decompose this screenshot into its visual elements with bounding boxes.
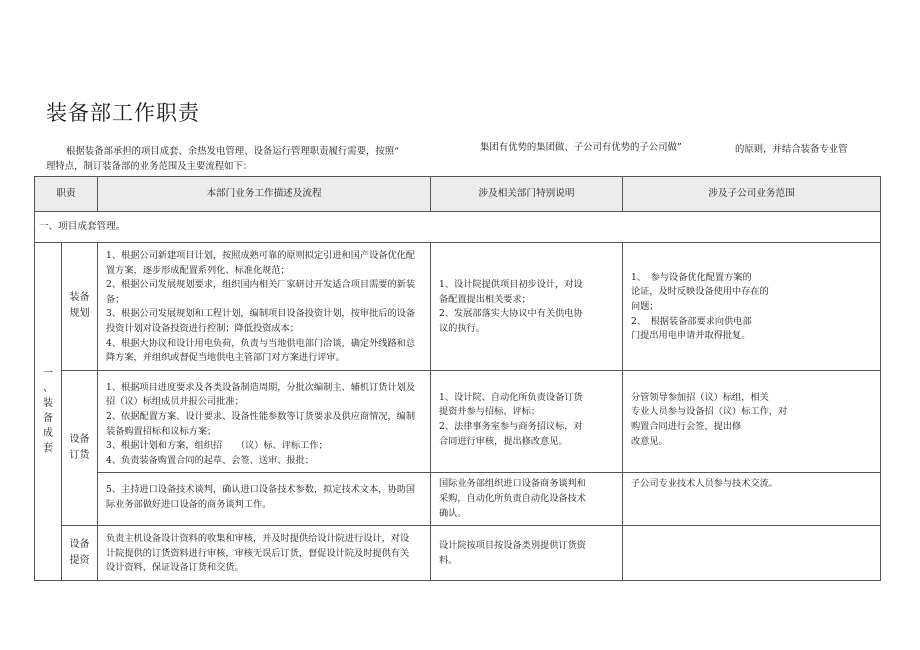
- sub-category-equipment-data: 设备 提资: [62, 526, 98, 581]
- intro-text-1: 根据装备部承担的项目成套、余热发电管理、设备运行管理职责履行需要，按照“: [66, 146, 399, 157]
- sub-category-equipment-ordering: 设备 订货: [62, 370, 98, 525]
- table-row: [35, 473, 881, 526]
- intro-text-3: 的原则，并结合装备专业管: [735, 144, 848, 155]
- header-related-dept: 涉及相关部门特别说明: [431, 177, 623, 212]
- description-cell: 1、根据项目进度要求及各类设备制造周期，分批次编制主、辅机订货计划及 招（议）标组成员并报公司批准； 2、依据配置方案、设计要求、设备性能参数等订货要求及供应商情况，编制 装备购置招标和议标方案； 3、根据计划和方案，组织招 （议）标、评标工作； 4、负责装备购置合同的起草、会签、送审、报批；: [98, 370, 431, 473]
- subsidiary-scope-cell: 分管领导参加招（议）标组，相关 专业人员参与设备招（议）标工作，对 购置合同进行会签，提出修 改意见。: [623, 370, 881, 473]
- related-dept-cell: 国际业务部组织进口设备商务谈判和 采购，自动化所负责自动化设备技术 确认。: [431, 473, 623, 526]
- table-row: [35, 526, 881, 581]
- description-cell: 1、根据公司新建项目计划，按照成熟可靠的原则拟定引进和国产设备优化配 置方案，逐步形成配置系列化、标准化规范； 2、根据公司发展规划要求，组织国内相关厂家研讨开发适合项目需要的新装 备； 3、根据公司发展规划和工程计划，编制项目设备投资计划，按审批后的设备 投资计划对设备投资进行控制；降低投资成本； 4、根据大协议和设计用电负荷，负责与当地供电部门洽谈，确定外线路和总 降方案，并组织或督促当地供电主管部门对方案进行评审。: [98, 243, 431, 371]
- intro-text-line2: 理特点，制订装备部的业务范围及主要流程如下：: [46, 161, 253, 172]
- section-row: [35, 212, 881, 243]
- table-row: [35, 370, 881, 473]
- description-cell: 负责主机设备设计资料的收集和审核，并及时提供给设计院进行设计，对设 计院提供的订货资料进行审核，审核无误后订货，督促设计院及时提供有关 设计资料，保证设备订货和交货。: [98, 526, 431, 581]
- subsidiary-scope-cell: 1、 参与设备优化配置方案的 论证，及时反映设备使用中存在的 问题； 2、 根据装备部要求向供电部 门提出用电申请并取得批复。: [623, 243, 881, 371]
- page-title: 装备部工作职责: [46, 101, 200, 125]
- vertical-category-label: 一 、 装 备 成 套: [35, 243, 62, 581]
- description-cell: 5、主持进口设备技术谈判，确认进口设备技术参数，拟定技术文本，协助国 际业务部做好进口设备的商务谈判工作。: [98, 473, 431, 526]
- section-title: 一、项目成套管理。: [35, 212, 881, 243]
- related-dept-cell: 设计院按项目按设备类别提供订货资 料。: [431, 526, 623, 581]
- intro-text-2: 集团有优势的集团做、子公司有优势的子公司做”: [480, 142, 682, 153]
- related-dept-cell: 1、设计院提供项目初步设计，对设 备配置提出相关要求； 2、发展部落实大协议中有关供电协 议的执行。: [431, 243, 623, 371]
- header-duty: 职责: [35, 177, 98, 212]
- header-description: 本部门业务工作描述及流程: [98, 177, 431, 212]
- subsidiary-scope-cell: 子公司专业技术人员参与技术交流。: [623, 473, 881, 526]
- subsidiary-scope-cell: [623, 526, 881, 581]
- sub-category-equipment-planning: 装备 规划: [62, 243, 98, 371]
- related-dept-cell: 1、设计院、自动化所负责设备订货 提资并参与招标、评标； 2、法律事务室参与商务招议标，对 合同进行审核，提出修改意见。: [431, 370, 623, 473]
- header-subsidiary-scope: 涉及子公司业务范围: [623, 177, 881, 212]
- duty-table: [34, 176, 881, 581]
- table-row: [35, 243, 881, 371]
- table-header-row: [35, 177, 881, 212]
